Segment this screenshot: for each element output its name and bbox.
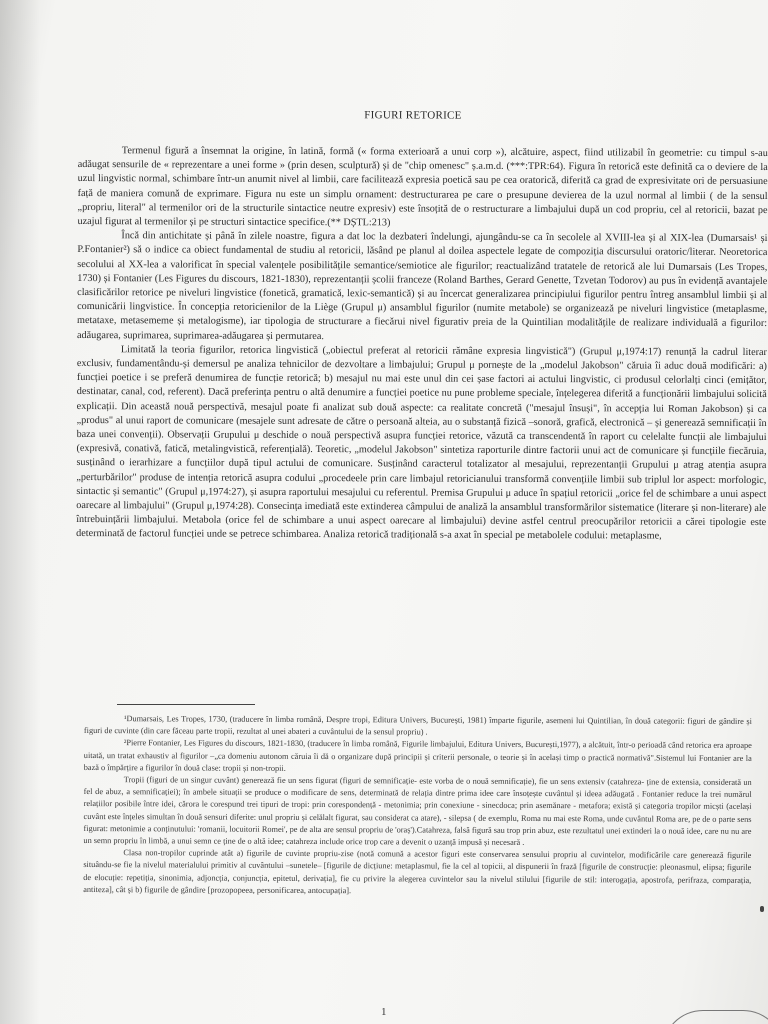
binding-ring-mark xyxy=(662,1010,768,1024)
page-title: FIGURI RETORICE xyxy=(364,109,462,122)
page-number: 1 xyxy=(381,1006,387,1018)
paragraph-figure-definition: Termenul figură a însemnat la origine, în latină, formă (« forma exterioară a unui corp »), alcătuire, aspect, fiind utilizabil în geometrie: cu timpul s-au adăugat sensurile de « reprezentare a unei forme » (prin desen, sculptură) și de "chip omenesc" ș.a.m.d. (***:TPR:64). Figura în retorică este definită ca o deviere de la uzul lingvistic normal, schimbare într-un anumit nivel al limbii, care facilitează expresia poetică sau pe cea oratorică, diferită ca grad de expresivitate ori de persuasiune față de maniera comună de exprimare. Figura nu este un simplu ornament: destructurarea pe care o presupune devierea de la uzul normal al limbii ( de la sensul „propriu, literal" al termenilor ori de la structurile sintactice neutre expresiv) este însoțită de o restructurare a limbajului după un cod propriu, cel al retoricii, bazat pe uzajul figurat al termenilor și pe structuri sintactice specifice.(** DȘTL:213) xyxy=(77,145,768,229)
page-body xyxy=(75,108,768,707)
footnotes-body xyxy=(83,713,752,998)
paragraph-history: Încă din antichitate și până în zilele noastre, figura a dat loc la dezbateri îndelungi, ajungându-se ca în secolele al XVIII-lea și al XIX-lea (Dumarsais¹ și P.Fontanier²) să o indice ca obiect fundamental de studiu al retoricii, lăsând pe planul al doilea aspectele legate de compoziția discursului oratoric/literar. Neoretorica secolului al XX-lea a valorificat în special valențele posibilitățile semantice/semiotice ale figurilor; reactualizând tratatele de retorică ale lui Dumarsais (Les Tropes, 1730) și Fontanier (Les Figures du discours, 1821-1830), reprezentanții școlii franceze (Roland Barthes, Gerard Genette, Tzvetan Todorov) au pus în evidență avantajele clasificărilor retorice pe niveluri lingvistice (fonetică, gramatică, lexic-semantică) și au încercat generalizarea principiului figurilor pentru întreg ansamblul limbii și al comunicării lingvistice. În concepția retoricienilor de la Liège (Grupul μ) ansamblul figurilor (numite metabole) se organizează pe niveluri lingvistice (metaplasme, metataxe, metasememe și metalogisme), iar tipologia de structurare a fiecărui nivel figurativ preia de la Quintilian modalitățile de realizare individuală a figurilor: adăugarea, suprimarea, suprimarea-adăugarea și permutarea. xyxy=(76,230,768,342)
footnote-separator xyxy=(117,704,255,705)
footnote-non-tropii: Clasa non-tropilor cuprinde atât a) figurile de cuvinte propriu-zise (notă comună a acestor figuri este conservarea sensului propriu al cuvintelor, modificările care generează figurile situându-se fie la nivelul materialului primitiv al cuvântului –sunetele– [figurile de dicțiune: metaplasmul, fie la cel al topicii, al dispunerii în frază [figurile de construcție: pleonasmul, elipsa; figurile de elocuție: repetiția, sinonimia, adjoncția, conjuncția, epitetul, derivația], fie cu privire la alegerea cuvintelor sau la nivelul stilului [figurile de stil: interogația, apostrofa, perifraza, comparația, antiteza], cât și b) figurile de gândire [prozopopeea, personificarea, antocupația]. xyxy=(83,848,752,896)
scan-artifact xyxy=(760,906,764,912)
footnote-tropii: Tropii (figuri de un singur cuvânt) generează fie un sens figurat (figuri de semnificație- este vorba de o nouă semnificație), fie un sens extensiv (catahreza- ține de extensia, considerată un fel de abuz, a semnificației); în ambele situații se produce o modificare de sens, determinată de relația dintre prima idee care însoțește cuvântul și ideea adăugată . Fontanier reduce la trei numărul relațiilor posibile între idei, cărora le corespund trei tipuri de tropi: prin corespondență - metonimia; prin conexiune - sinecdoca; prin asemănare - metafora; există și categoria tropilor micști (același cuvânt este înțeles simultan în două sensuri diferite: unul propriu și celălalt figurat, sau considerat ca atare), - silepsa ( de exemplu, Roma nu mai este Roma, unde cuvântul Roma are, pe de o parte sens figurat: metonimie a conținutului: 'romanii, locuitorii Romei', pe de alta are sensul propriu de 'oraș').Catahreza, falsă figură sau trop prin abuz, este rezultatul unei extinderi la o nouă idee, care nu nu are un semn propriu în limbă, a unui semn ce ține de o altă idee; catahreza include orice trop care a devenit o uzanță impusă și necesară . xyxy=(83,775,752,847)
page-edge-shadow xyxy=(0,0,40,1024)
footnote-dumarsais: ¹Dumarsais, Les Tropes, 1730, (traducere în limba română, Despre tropi, Editura Univers, București, 1981) împarte figurile, asemeni lui Quintilian, în două categorii: figuri de gândire și figuri de cuvinte (din care făceau parte tropii, rezultat al unei abateri a cuvântului de la sensul propriu) . xyxy=(83,714,752,737)
paragraph-linguistic-rhetoric: Limitată la teoria figurilor, retorica lingvistică („obiectul preferat al retoricii rămâne expresia lingvistică") (Grupul μ,1974:17) renunță la cadrul literar exclusiv, fundamentându-și demersul pe analiza tehnicilor de dezvoltare a limbajului; Grupul μ pornește de la „modelul Jakobson" căruia îi aduc două modificări: a) funcției poetice i se preferă denumirea de funcție retorică; b) mesajul nu mai este unul din cei șase factori ai actului lingvistic, ci produsul celorlalți cinci (emițător, destinatar, canal, cod, referent). Dacă preferința pentru o altă denumire a funcției poetice nu pune probleme speciale, înțelegerea diferită a funcționării limbajului solicită explicații. Din această nouă perspectivă, mesajul poate fi analizat sub două aspecte: ca realitate concretă ("mesajul însuși", în accepția lui Roman Jakobson) și ca „produs" al unui raport de comunicare (mesajele sunt adresate de către o persoană alteia, au o substanță fizică –sonoră, grafică, electronică – și generează semnificații în baza unei convenții). Observații Grupului μ deschide o nouă perspectivă asupra funcției retorice, văzută ca transcendentă în raport cu celelalte funcții ale limbajului (expresivă, conativă, fatică, metalingvistică, referențială). Teoretic, „modelul Jakobson" sintetiza raporturile dintre factorii unui act de comunicare și funcțiile fiecăruia, susținând o ierarhizare a funcțiilor după tipul actului de comunicare. Susținând caracterul totalizator al mesajului, reprezentanții Grupului μ atrag atenția asupra „perturbărilor" produse de intenția retorică asupra codului „procedeele prin care limbajul retoricianului transformă convențiile limbii sub triplul lor aspect: morfologic, sintactic și semantic" (Grupul μ,1974:27), și asupra raportului mesajului cu referentul. Premisa Grupului μ aduce în spațiul retoricii „orice fel de schimbare a unui aspect oarecare al limbajului" (Grupul μ,1974:28). Consecința imediată este extinderea câmpului de analiză la ansamblul transformărilor sistematice (literare și non-literare) ale întrebuințării limbajului. Metabola (orice fel de schimbare a unui aspect oarecare al limbajului) devine astfel centrul preocupărilor retoricii a cărei tipologie este determinată de factorul funcției unde se petrece schimbarea. Analiza retorică tradițională s-a axat în special pe metabolele codului: metaplasme, xyxy=(76,344,767,543)
main-text xyxy=(75,144,767,707)
footnotes xyxy=(83,713,752,998)
footnote-fontanier: ²Pierre Fontanier, Les Figures du discours, 1821-1830, (traducere în limba română, Figurile limbajului, Editura Univers, București,1977), a alcătuit, într-o perioadă când retorica era aproape uitată, un tratat exhaustiv al figurilor –„ca domeniu autonom căruia îi dă o organizare după principii și criterii personale, o teorie și în același timp o practică normativă".Sistemul lui Fontanier are la bază o împărțire a figurilor în două clase: tropii și non-tropii. xyxy=(83,738,752,773)
